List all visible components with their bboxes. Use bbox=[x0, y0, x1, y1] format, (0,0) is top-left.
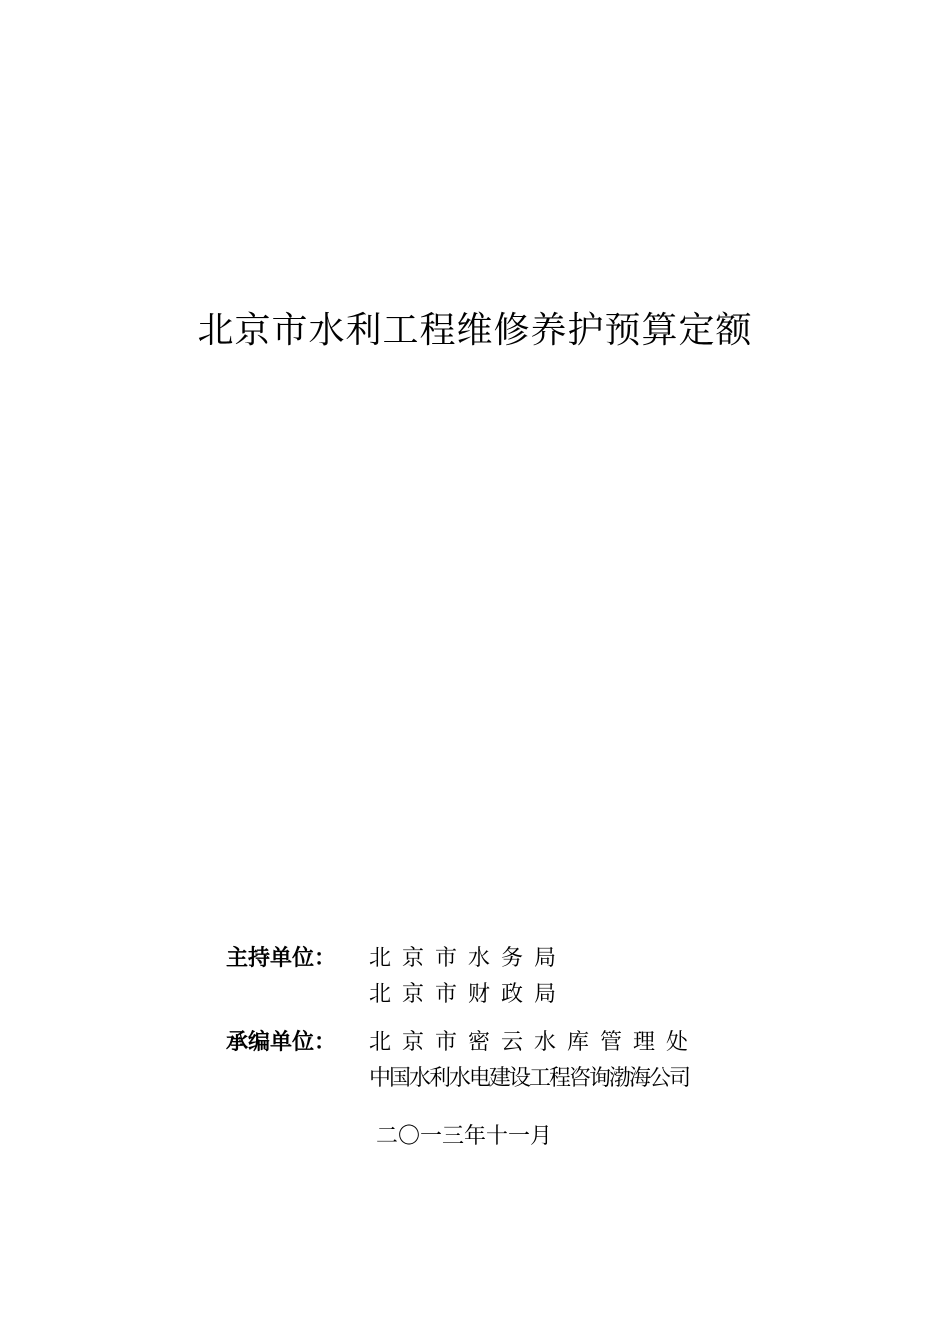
host-unit-org-1: 北京市水务局 bbox=[369, 946, 568, 971]
publication-date: 二〇一三年十一月 bbox=[376, 1124, 553, 1149]
compiler-unit-org-1: 北京市密云水库管理处 bbox=[369, 1030, 700, 1055]
host-unit-org-2: 北京市财政局 bbox=[369, 982, 568, 1007]
compiler-unit-org-2: 中国水利水电建设工程咨询渤海公司 bbox=[369, 1066, 690, 1091]
host-unit-label: 主持单位： bbox=[226, 946, 337, 971]
document-title: 北京市水利工程维修养护预算定额 bbox=[197, 310, 753, 351]
compiler-unit-label: 承编单位： bbox=[226, 1030, 337, 1055]
